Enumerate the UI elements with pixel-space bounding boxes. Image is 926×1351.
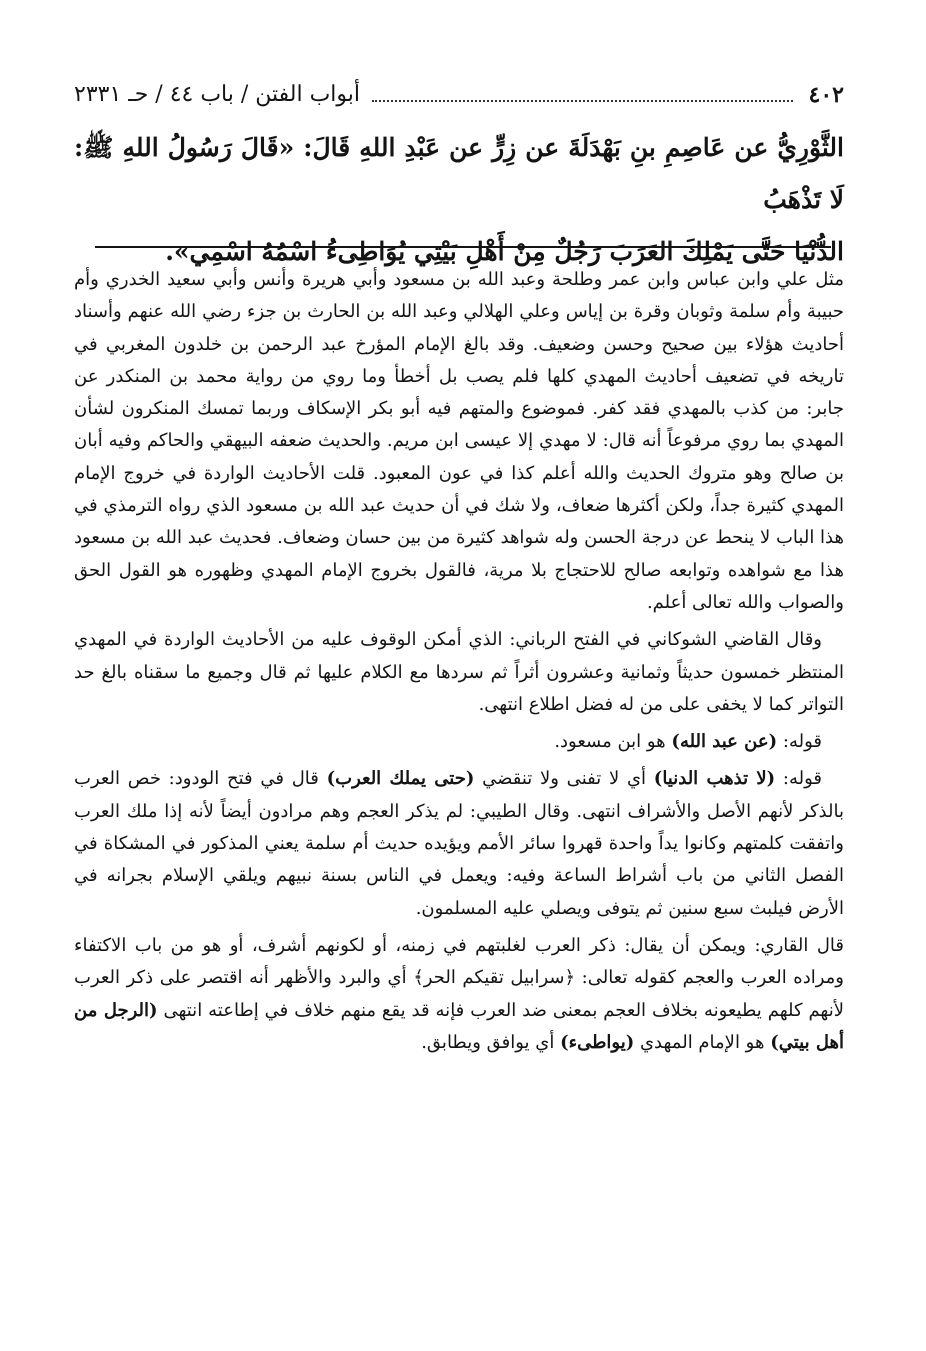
hadith-line: الدُّنْيَا حَتَّى يَمْلِكَ العَرَبَ رَجُلٌ مِنْ أَهْلِ بَيْتِي يُوَاطِىءُ اسْمُهُ اسْمِي». — [165, 237, 844, 266]
commentary-paragraph — [74, 763, 844, 924]
quoted-term: (لا تذهب الدنيا) — [653, 768, 776, 790]
note-text: هو ابن مسعود. — [554, 731, 666, 753]
note-text: قال في فتح الودود: خص العرب بالذكر لأنهم الأصل والأشراف انتهى. وقال الطيبي: لم يذكر العجم وهم مرادون أيضاً لأنه إذا ملك العرب واتفقت كلمتهم وكانوا يداً واحدة قهروا سائر الأمم ويؤيده حديث أم سلمة يعني المذكور في المشكاة في الفصل الثاني من باب أشراط الساعة وفيه: ويعمل في الناس بسنة نبيهم ويلقي الإسلام بجرانه في الأرض فيلبث سبع سنين ثم يتوفى ويصلي عليه المسلمون. — [74, 768, 844, 919]
header-dotted-leader — [372, 100, 793, 102]
quoted-term: (حتى يملك العرب) — [326, 768, 475, 790]
section-title: أبواب الفتن / باب ٤٤ / حـ ٢٣٣١ — [74, 82, 361, 107]
commentary-paragraph — [74, 726, 844, 758]
note-text: أي لا تفنى ولا تنقضي — [482, 768, 647, 790]
hadith-line: الثَّوْرِيُّ عن عَاصِمِ بنِ بَهْدَلَةَ عن زِرٍّ عن عَبْدِ اللهِ قَالَ: «قَالَ رَسُولُ اللهِ ﷺ: لَا تَذْهَبُ — [74, 133, 844, 214]
note-text: أي يوافق ويطابق. — [421, 1031, 555, 1053]
quoted-term: (يواطىء) — [560, 1031, 635, 1053]
quoted-term: (عن عبد الله) — [671, 731, 778, 753]
page-number: ٤٠٢ — [808, 82, 844, 108]
hadith-text — [74, 122, 844, 278]
quoted-term: (الرجل من أهل بيتي) — [74, 999, 844, 1053]
page-header — [74, 80, 844, 110]
quran-quote: ﴿سرابيل تقيكم الحر﴾ — [413, 967, 576, 989]
commentary-paragraph: مثل علي وابن عباس وابن عمر وطلحة وعبد الله بن مسعود وأبي هريرة وأنس وأبي سعيد الخدري وأم حبيبة وأم سلمة وثوبان وقرة بن إياس وعلي الهلالي وعبد الله بن الحارث بن جزء رضي الله عنهم وأسناد أحاديث هؤلاء بين صحيح وحسن وضعيف. وقد بالغ الإمام المؤرخ عبد الرحمن بن خلدون المغربي في تاريخه في تضعيف أحاديث المهدي كلها فلم يصب بل أخطأ وما روي من رواية محمد بن المنكدر عن جابر: من كذب بالمهدي فقد كفر. فموضوع والمتهم فيه أبو بكر الإسكاف وربما تمسك المنكرون لشأن المهدي بما روي مرفوعاً أنه قال: لا مهدي إلا عيسى ابن مريم. والحديث ضعفه البيهقي والحاكم وفيه أبان بن صالح وهو متروك الحديث والله أعلم كذا في عون المعبود. قلت الأحاديث الواردة في خروج الإمام المهدي كثيرة جداً، ولكن أكثرها ضعاف، ولا شك في أن حديث عبد الله بن مسعود الذي رواه الترمذي في هذا الباب لا ينحط عن درجة الحسن وله شواهد كثيرة من بين حسان وضعاف. فحديث عبد الله بن مسعود هذا مع شواهده وتوابعه صالح للاحتجاج بلا مرية، فالقول بخروج الإمام المهدي وظهوره هو القول الحق والصواب والله تعالى أعلم. — [74, 269, 844, 613]
separator-rule — [95, 246, 831, 248]
note-text: قال القاري: ويمكن أن يقال: ذكر العرب لغلبتهم في زمنه، أو لكونهم أشرف، أو هو من باب الاكتفاء ومراده العرب والعجم كقوله تعالى: — [74, 934, 844, 989]
note-text: هو الإمام المهدي — [639, 1031, 765, 1053]
note-intro: قوله: — [782, 768, 822, 790]
commentary-paragraph: وقال القاضي الشوكاني في الفتح الرباني: الذي أمكن الوقوف عليه من الأحاديث الواردة في المهدي المنتظر خمسون حديثاً وثمانية وعشرون أثراً ثم سردها مع الكلام عليها ثم قال وجميع ما سقناه بالغ حد التواتر كما لا يخفى على من له فضل اطلاع انتهى. — [74, 629, 844, 715]
note-intro: قوله: — [782, 731, 822, 753]
commentary-notes — [74, 264, 844, 1064]
commentary-paragraph — [74, 930, 844, 1059]
note-text: أي والبرد والأظهر أنه اقتصر على ذكر العرب لأنهم كلهم يطيعونه بخلاف العجم بمعنى ضد العرب فإنه قد يقع منهم خلاف في إطاعته انتهى — [74, 967, 844, 1021]
